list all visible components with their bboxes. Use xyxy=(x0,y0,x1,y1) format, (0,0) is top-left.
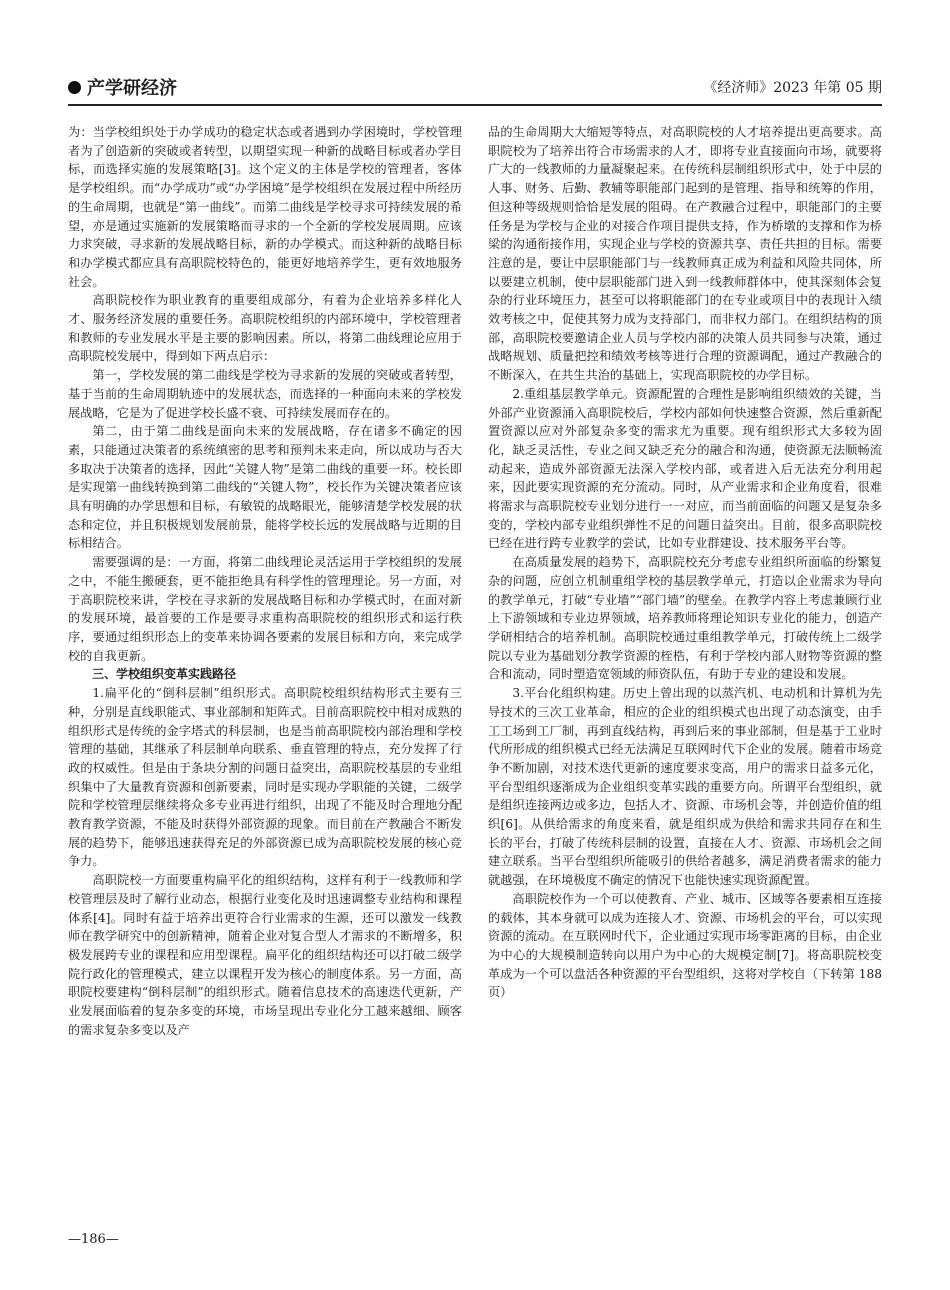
paragraph: 高职院校一方面要重构扁平化的组织结构，这样有利于一线教师和学校管理层及时了解行业动态，根据行业变化及时迅速调整专业结构和课程体系[4]。同时有益于培养出更符合行业需求的生源，还可以激发一线教师在教学研究中的创新精神，随着企业对复合型人才需求的不断增多，积极发展跨专业的课程和应用型课程。扁平化的组织结构还可以打破二级学院行政化的管理模式，建立以课程开发为核心的制度体系。另一方面，高职院校要建构“倒科层制”的组织形式。随着信息技术的高速迭代更新，产业发展面临着的复杂多变的环境，市场呈现出专业化分工越来越细、顾客的需求复杂多变以及产 xyxy=(68,873,462,1037)
section-label: 产学研经济 xyxy=(87,78,177,99)
right-column xyxy=(488,123,882,1213)
journal-issue: 《经济师》2023 年第 05 期 xyxy=(703,80,882,96)
paragraph: 第二，由于第二曲线是面向未来的发展战略，存在诸多不确定的因素，只能通过决策者的系统缜密的思考和预判未来走向，所以成功与否大多取决于决策者的选择，因此“关键人物”是第二曲线的重要一环。校长即是实现第一曲线转换到第二曲线的“关键人物”，校长作为关键决策者应该具有明确的办学思想和目标，有敏锐的战略眼光，能够清楚学校发展的状态和定位，并且积极规划发展前景，能将学校长远的发展战略与近期的目标相结合。 xyxy=(68,424,462,551)
paragraph: 高职院校作为职业教育的重要组成部分，有着为企业培养多样化人才、服务经济发展的重要任务。高职院校组织的内部环境中，学校管理者和教师的专业发展水平是主要的影响因素。所以，将第二曲线理论应用于高职院校发展中，得到如下两点启示： xyxy=(68,293,462,364)
paragraph: 需要强调的是：一方面，将第二曲线理论灵活运用于学校组织的发展之中，不能生搬硬套，更不能拒绝具有科学性的管理理论。另一方面，对于高职院校来讲，学校在寻求新的发展战略目标和办学模式时，在面对新的发展环境，最首要的工作是要寻求重构高职院校的组织形式和运行秩序，要通过组织形态上的变革来协调各要素的发展目标和方向，来完成学校的自我更新。 xyxy=(68,555,462,663)
paragraph: 在高质量发展的趋势下，高职院校充分考虑专业组织所面临的纷繁复杂的问题，应创立机制重组学校的基层教学单元，打造以企业需求为导向的教学单元，打破“专业墙”“部门墙”的壁垒。在教学内容上考虑兼顾行业上下游领域和专业边界领域，培养教师将理论知识专业化的能力，创造产学研相结合的培养机制。高职院校通过重组教学单元，打破传统上二级学院以专业为基础划分教学资源的桎梏，有利于学校内部人财物等资源的整合和流动，同时塑造宽领域的师资队伍，有助于专业的建设和发展。 xyxy=(488,555,882,682)
section-heading: 三、学校组织变革实践路径 xyxy=(92,667,237,682)
page-number: —186— xyxy=(68,1232,119,1247)
paragraph: 高职院校作为一个可以使教育、产业、城市、区域等各要素相互连接的载体，其本身就可以成为连接人才、资源、市场机会的平台，可以实现资源的流动。在互联网时代下，企业通过实现市场零距离的目标，由企业为中心的大规模制造转向以用户为中心的大规模定制[7]。将高职院校变革成为一个可以盘活各种资源的平台型组织，这将对学校自（下转第 188 页） xyxy=(488,891,882,1000)
section-title xyxy=(68,74,177,100)
paragraph: 1.扁平化的“倒科层制”组织形式。高职院校组织结构形式主要有三种，分别是直线职能式、事业部制和矩阵式。目前高职院校中相对成熟的组织形式是传统的金字塔式的科层制，也是当前高职院校内部治理和学校管理的基础，其继承了科层制单向联系、垂直管理的特点，充分发挥了行政的权威性。但是由于条块分割的问题日益突出，高职院校基层的专业组织集中了大量教育资源和创新要素，同时是实现办学职能的关键，二级学院和学校管理层继续将众多专业再进行组织，出现了不能及时合理地分配教育教学资源，不能及时获得外部资源的现象。而目前在产教融合不断发展的趋势下，能够迅速获得充足的外部资源已成为高职院校发展的核心竞争力。 xyxy=(68,686,462,869)
running-header xyxy=(68,70,882,106)
paragraph: 品的生命周期大大缩短等特点，对高职院校的人才培养提出更高要求。高职院校为了培养出符合市场需求的人才，即将专业直接面向市场，就要将广大的一线教师的力量凝聚起来。在传统科层制组织形式中，处于中层的人事、财务、后勤、教辅等职能部门起到的是管理、指导和统筹的作用，但这种等级规则恰恰是发展的阻碍。在产教融合过程中，职能部门的主要任务是为学校与企业的对接合作项目提供支持，作为桥墩的支撑和作为桥梁的沟通衔接作用，实现企业与学校的资源共享、责任共担的目标。需要注意的是，要让中层职能部门与一线教师真正成为利益和风险共同体，所以要建立机制，使中层职能部门进入到一线教师群体中，使其深刻体会复杂的行业环境压力，甚至可以将职能部门的在专业或项目中的表现计入绩效考核之中，促使其努力成为支持部门，而非权力部门。在组织结构的顶部，高职院校要邀请企业人员与学校内部的决策人员共同参与决策，通过战略规划、质量把控和绩效考核等进行合理的资源调配，通过产教融合的不断深入，在共生共治的基础上，实现高职院校的办学目标。 xyxy=(488,125,882,383)
left-column xyxy=(68,123,462,1213)
bullet-dot-icon xyxy=(68,81,81,94)
paragraph: 为：当学校组织处于办学成功的稳定状态或者遇到办学困境时，学校管理者为了创造新的突破或者转型，以期望实现一种新的战略目标或者办学目标，而选择实施的发展策略[3]。这个定义的主体是学校的管理者，客体是学校组织。而“办学成功”或“办学困境”是学校组织在发展过程中所经历的生命周期，也就是“第一曲线”。而第二曲线是学校寻求可持续发展的希望，亦是通过实施新的发展策略而寻求的一个全新的学校发展周期。应该力求突破，寻求新的发展战略目标，新的办学模式。而这种新的战略目标和办学模式都应具有高职院校特色的，能更好地培养学生，更有效地服务社会。 xyxy=(68,125,462,289)
paragraph: 2.重组基层教学单元。资源配置的合理性是影响组织绩效的关键，当外部产业资源涌入高职院校后，学校内部如何快速整合资源，然后重新配置资源以应对外部复杂多变的需求尤为重要。现有组织形式大多较为固化，缺乏灵活性，专业之间又缺乏充分的融合和沟通，使资源无法顺畅流动起来，造成外部资源无法深入学校内部，或者进入后无法充分利用起来，因此要实现资源的充分流动。同时，从产业需求和企业角度看，很难将需求与高职院校专业划分进行一一对应，而当前面临的问题又是复杂多变的，学校内部专业组织弹性不足的问题日益突出。目前，很多高职院校已经在进行跨专业教学的尝试，比如专业群建设、技术服务平台等。 xyxy=(488,386,882,551)
paragraph: 第一，学校发展的第二曲线是学校为寻求新的发展的突破或者转型，基于当前的生命周期轨迹中的发展状态，而选择的一种面向未来的学校发展战略，它是为了促进学校长盛不衰、可持续发展而存在的。 xyxy=(68,368,462,420)
paragraph: 3.平台化组织构建。历史上曾出现的以蒸汽机、电动机和计算机为先导技术的三次工业革命，相应的企业的组织模式也出现了动态演变，由手工工场到工厂制，再到直线结构，再到后来的事业部制，但是基于工业时代所形成的组织模式已经无法满足互联网时代下企业的发展。随着市场竞争不断加剧，对技术迭代更新的速度要求变高，用户的需求日益多元化，平台型组织逐渐成为企业组织变革实践的重要方向。所谓平台型组织，就是组织连接两边或多边，包括人才、资源、市场机会等，并创造价值的组织[6]。从供给需求的角度来看，就是组织成为供给和需求共同存在和生长的平台，打破了传统科层制的设置，直接在人才、资源、市场机会之间建立联系。当平台型组织所能吸引的供给者越多，满足消费者需求的能力就越强，在环境极度不确定的情况下也能快速实现资源配置。 xyxy=(488,686,882,888)
